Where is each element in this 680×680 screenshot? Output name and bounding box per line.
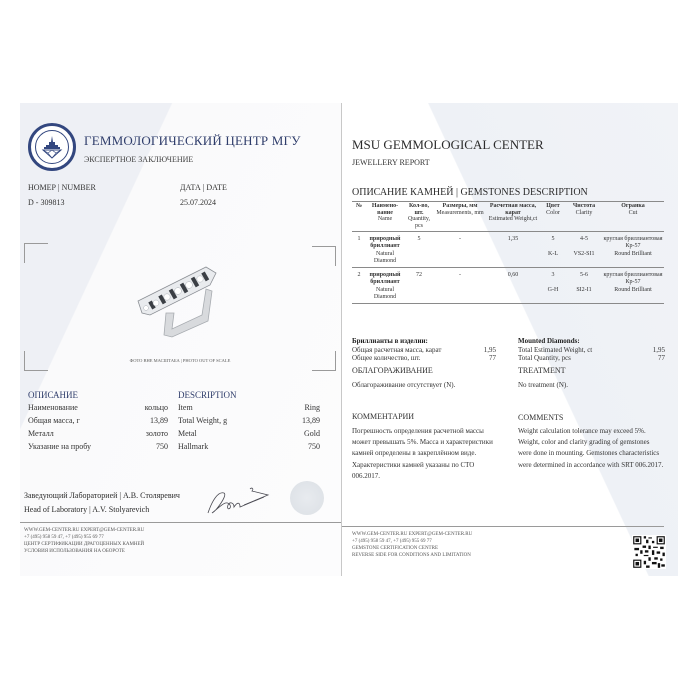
cell-clarity-ru: 5-6 <box>580 272 588 278</box>
table-row-en <box>352 285 664 304</box>
ring-photo-frame <box>24 243 336 371</box>
footer-line: WWW.GEM-CENTER.RU EXPERT@GEM-CENTER.RU <box>24 528 145 533</box>
desc-label-en: Total Weight, g <box>178 416 228 425</box>
left-page-russian <box>20 103 341 576</box>
number-label: НОМЕР | NUMBER <box>28 183 96 192</box>
footer-line: УСЛОВИЯ ИСПОЛЬЗОВАНИЯ НА ОБОРОТЕ <box>24 549 125 554</box>
desc-label-en: Item <box>178 403 193 412</box>
treatment-text-ru: Облагораживание отсутствует (N). <box>352 381 456 389</box>
cell-measurements: - <box>459 236 461 242</box>
cell-color-en: K-L <box>540 249 566 268</box>
desc-value-ru: 13,89 <box>150 416 168 425</box>
cell-no: 2 <box>357 272 361 278</box>
gemstones-table <box>352 202 664 304</box>
desc-label-ru: Наименование <box>28 403 78 412</box>
summary-heading-ru: Бриллианты в изделии: <box>352 337 428 345</box>
desc-label-en: Hallmark <box>178 442 209 451</box>
desc-value-en: 750 <box>308 442 320 451</box>
cell-color-en: G-H <box>540 285 566 304</box>
footer-divider <box>20 522 341 523</box>
desc-value-en: Gold <box>304 429 320 438</box>
col-clarity: Чистота Clarity <box>566 202 602 232</box>
right-page-english <box>342 103 678 576</box>
desc-label-ru: Общая масса, г <box>28 416 80 425</box>
footer-line: ЦЕНТР СЕРТИФИКАЦИИ ДРАГОЦЕННЫХ КАМНЕЙ <box>24 542 145 547</box>
org-name-ru: ГЕММОЛОГИЧЕСКИЙ ЦЕНТР МГУ <box>84 133 301 148</box>
table-header-row <box>352 202 664 232</box>
description-heading-en: DESCRIPTION <box>178 390 237 400</box>
footer-line: GEMSTONE CERTIFICATION CENTRE <box>352 546 438 551</box>
desc-value-ru: золото <box>145 429 168 438</box>
comments-text-ru: Погрешность определения расчетной массы может превышать 5%. Масса и характеристики камней определены в закреплённом виде. Характеристики камней указаны по СТО 006.2017. <box>352 427 493 480</box>
total-weight-value-ru: 1,95 <box>483 346 496 354</box>
treatment-heading-en: TREATMENT <box>518 366 566 375</box>
cell-clarity-en: SI2-I1 <box>566 285 602 304</box>
frame-corner <box>312 246 336 266</box>
footer-line: +7 (495) 958 59 47, +7 (495) 955 69 77 <box>352 539 432 544</box>
treatment-text-en: No treatment (N). <box>518 381 568 389</box>
cell-color-ru: 5 <box>551 236 555 242</box>
frame-corner <box>24 243 48 263</box>
col-measurements: Размеры, мм Measurements, mm <box>434 202 486 232</box>
desc-label-ru: Указание на пробу <box>28 442 91 451</box>
description-heading-ru: ОПИСАНИЕ <box>28 390 79 400</box>
hologram-seal <box>290 481 324 515</box>
cell-clarity-ru: 4-5 <box>580 236 588 242</box>
desc-label-en: Metal <box>178 429 197 438</box>
total-qty-value-ru: 77 <box>489 354 496 362</box>
footer-divider <box>342 526 664 527</box>
desc-value-en: Ring <box>304 403 320 412</box>
comments-heading-ru: КОММЕНТАРИИ <box>352 412 415 421</box>
comments-heading-en: COMMENTS <box>518 413 564 422</box>
report-type-ru: ЭКСПЕРТНОЕ ЗАКЛЮЧЕНИЕ <box>84 155 194 164</box>
cell-cut-en: Round Brilliant <box>602 249 664 268</box>
number-value: D - 309813 <box>28 198 65 207</box>
cell-qty: 72 <box>416 272 422 278</box>
cell-clarity-en: VS2-SI1 <box>566 249 602 268</box>
desc-value-ru: 750 <box>156 442 168 451</box>
cell-weight: 1,35 <box>507 236 519 242</box>
cell-name-ru: природный бриллиант <box>369 272 401 285</box>
jewellery-report-certificate <box>20 103 678 576</box>
cell-cut-en: Round Brilliant <box>602 285 664 304</box>
cell-name-ru: природный бриллиант <box>369 236 401 249</box>
footer-line: +7 (495) 958 59 47, +7 (495) 955 69 77 <box>24 535 104 540</box>
col-no: № <box>352 202 366 232</box>
desc-label-ru: Металл <box>28 429 54 438</box>
cell-color-ru: 3 <box>551 272 555 278</box>
cell-cut-ru: круглая бриллиантовая Кр-57 <box>603 236 663 249</box>
col-quantity: Кол-во, шт. Quantity, pcs <box>404 202 434 232</box>
col-name: Наимено-вание Name <box>366 202 404 232</box>
total-qty-label-en: Total Quantity, pcs <box>518 354 571 362</box>
msu-gem-center-logo-icon <box>28 123 76 171</box>
table-row <box>352 232 664 250</box>
date-value: 25.07.2024 <box>180 198 216 207</box>
photo-caption: ФОТО ВНЕ МАСШТАБА | PHOTO OUT OF SCALE <box>129 358 231 363</box>
comments-text-en: Weight calculation tolerance may exceed 5%. Weight, color and clarity grading of gemstones were done in mounting. Gemstones characteristics were determined in accordance with SRT 006.2017. <box>518 427 664 469</box>
cell-measurements: - <box>459 272 461 278</box>
total-weight-label-ru: Общая расчетная масса, карат <box>352 346 442 354</box>
table-row <box>352 268 664 286</box>
org-name-en: MSU GEMMOLOGICAL CENTER <box>352 137 544 152</box>
total-qty-label-ru: Общее количество, шт. <box>352 354 421 362</box>
treatment-heading-ru: ОБЛАГОРАЖИВАНИЕ <box>352 366 433 375</box>
ring-photo <box>136 263 226 343</box>
report-type-en: JEWELLERY REPORT <box>352 158 430 167</box>
footer-line: WWW.GEM-CENTER.RU EXPERT@GEM-CENTER.RU <box>352 532 473 537</box>
cell-no: 1 <box>357 236 361 242</box>
cell-weight: 0,60 <box>507 272 519 278</box>
signatory-ru: Заведующий Лабораторией | А.В. Столяревич <box>24 491 180 500</box>
col-weight: Расчетная масса, карат Estimated Weight,ct <box>486 202 540 232</box>
cell-qty: 5 <box>417 236 421 242</box>
desc-value-ru: кольцо <box>144 403 168 412</box>
total-weight-value-en: 1,95 <box>652 346 665 354</box>
cell-name-en: Natural Diamond <box>366 285 404 304</box>
total-qty-value-en: 77 <box>658 354 665 362</box>
desc-value-en: 13,89 <box>302 416 320 425</box>
table-row-en <box>352 249 664 268</box>
summary-heading-en: Mounted Diamonds: <box>518 337 580 345</box>
footer-line: REVERSE SIDE FOR CONDITIONS AND LIMITATION <box>352 553 471 558</box>
date-label: ДАТА | DATE <box>180 183 227 192</box>
cell-cut-ru: круглая бриллиантовая Кр-57 <box>603 272 663 285</box>
signature <box>204 483 274 519</box>
qr-code-icon[interactable] <box>632 535 666 569</box>
cell-name-en: Natural Diamond <box>366 249 404 268</box>
total-weight-label-en: Total Estimated Weight, ct <box>518 346 593 354</box>
signatory-en: Head of Laboratory | A.V. Stolyarevich <box>24 505 150 514</box>
gemstones-heading: ОПИСАНИЕ КАМНЕЙ | GEMSTONES DESCRIPTION <box>352 187 588 198</box>
col-color: Цвет Color <box>540 202 566 232</box>
col-cut: Огранка Cut <box>602 202 664 232</box>
